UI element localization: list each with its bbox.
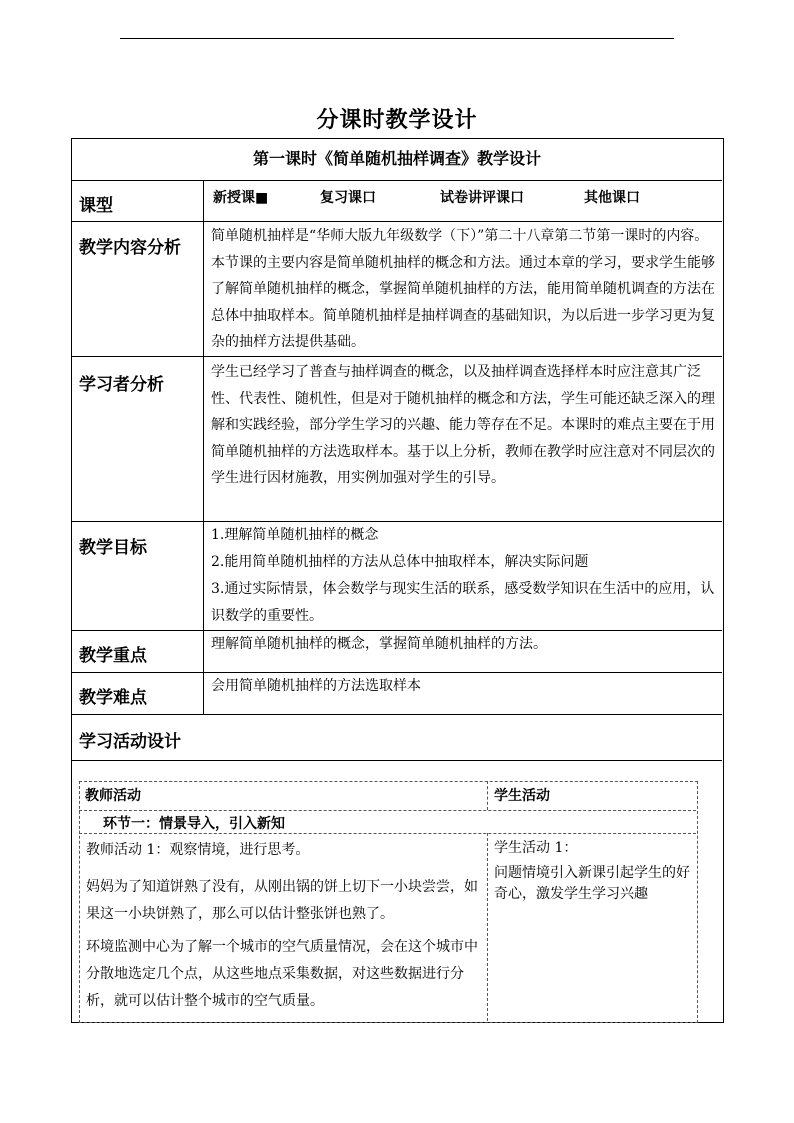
- activity-column-divider: [487, 781, 488, 810]
- teacher-activity-header: 教师活动: [85, 788, 141, 804]
- column-divider: [203, 180, 204, 714]
- lesson-type-option-new: 新授课■: [213, 190, 269, 206]
- content-analysis-text: 简单随机抽样是“华师大版九年级数学（下）”第二十八章第二节第一课时的内容。本节课的主要内容是简单随机抽样的概念和方法。通过本章的学习，要求学生能够了解简单随机抽样的概念，掌握简单随机抽样的方法，能用简单随机调查的方法在总体中抽取样本。简单随机抽样是抽样调查的基础知识，为以后进一步学习更为复杂的抽样方法提供基础。: [211, 228, 715, 350]
- objective-item: 3.通过实际情景，体会数学与现实生活的联系，感受数学知识在生活中的应用，认识数学的重要性。: [211, 581, 715, 624]
- row-divider: [71, 356, 722, 357]
- teacher-activity-title: 教师活动 1：观察情境，进行思考。: [86, 842, 310, 858]
- objective-item: 2.能用简单随机抽样的方法从总体中抽取样本，解决实际问题: [211, 554, 589, 570]
- objective-item: 1.理解简单随机抽样的概念: [211, 527, 379, 543]
- activity-column-divider: [487, 833, 488, 1021]
- teacher-activity-paragraph: 妈妈为了知道饼熟了没有，从刚出锅的饼上切下一小块尝尝，如果这一小块饼熟了，那么可以估计整张饼也熟了。: [86, 879, 478, 922]
- lesson-type-option-review: 复习课口: [320, 190, 376, 206]
- section-title: 环节一：情景导入，引入新知: [103, 816, 285, 832]
- lesson-type-option-other: 其他课口: [584, 190, 640, 206]
- activity-row-divider: [79, 810, 696, 811]
- key-points-label: 教学重点: [79, 646, 147, 666]
- row-divider: [71, 760, 722, 761]
- teacher-activity-paragraph: 环境监测中心为了解一个城市的空气质量情况，会在这个城市中分散地选定几个点，从这些地点采集数据，对这些数据进行分析，就可以估计整个城市的空气质量。: [86, 939, 478, 1009]
- difficulties-text: 会用简单随机抽样的方法选取样本: [211, 678, 421, 694]
- difficulties-label: 教学难点: [79, 688, 147, 708]
- lesson-type-option-test-review: 试卷讲评课口: [440, 190, 524, 206]
- activity-row-divider: [79, 833, 696, 834]
- learner-analysis-label: 学习者分析: [79, 375, 164, 395]
- header-rule: [120, 38, 674, 39]
- student-activity-header: 学生活动: [494, 788, 550, 804]
- lesson-type-label: 课型: [79, 196, 113, 216]
- objectives-label: 教学目标: [79, 538, 147, 558]
- lesson-subtitle: 第一课时《简单随机抽样调查》教学设计: [252, 149, 541, 168]
- row-divider: [71, 180, 722, 181]
- content-analysis-label: 教学内容分析: [79, 238, 181, 258]
- student-activity-title: 学生活动 1：: [494, 840, 578, 856]
- row-divider: [71, 221, 722, 222]
- learner-analysis-text: 学生已经学习了普查与抽样调查的概念，以及抽样调查选择样本时应注意其广泛性、代表性、随机性，但是对于随机抽样的概念和方法，学生可能还缺乏深入的理解和实践经验，部分学生学习的兴趣、能力等存在不足。本课时的难点主要在于用简单随机抽样的方法选取样本。基于以上分析，教师在教学时应注意对不同层次的学生进行因材施教，用实例加强对学生的引导。: [211, 364, 715, 486]
- row-divider: [71, 714, 722, 715]
- key-points-text: 理解简单随机抽样的概念，掌握简单随机抽样的方法。: [211, 636, 547, 652]
- page-title: 分课时教学设计: [316, 107, 478, 133]
- activity-design-label: 学习活动设计: [79, 732, 181, 752]
- student-activity-text: 问题情境引入新课引起学生的好奇心，激发学生学习兴趣: [494, 865, 690, 902]
